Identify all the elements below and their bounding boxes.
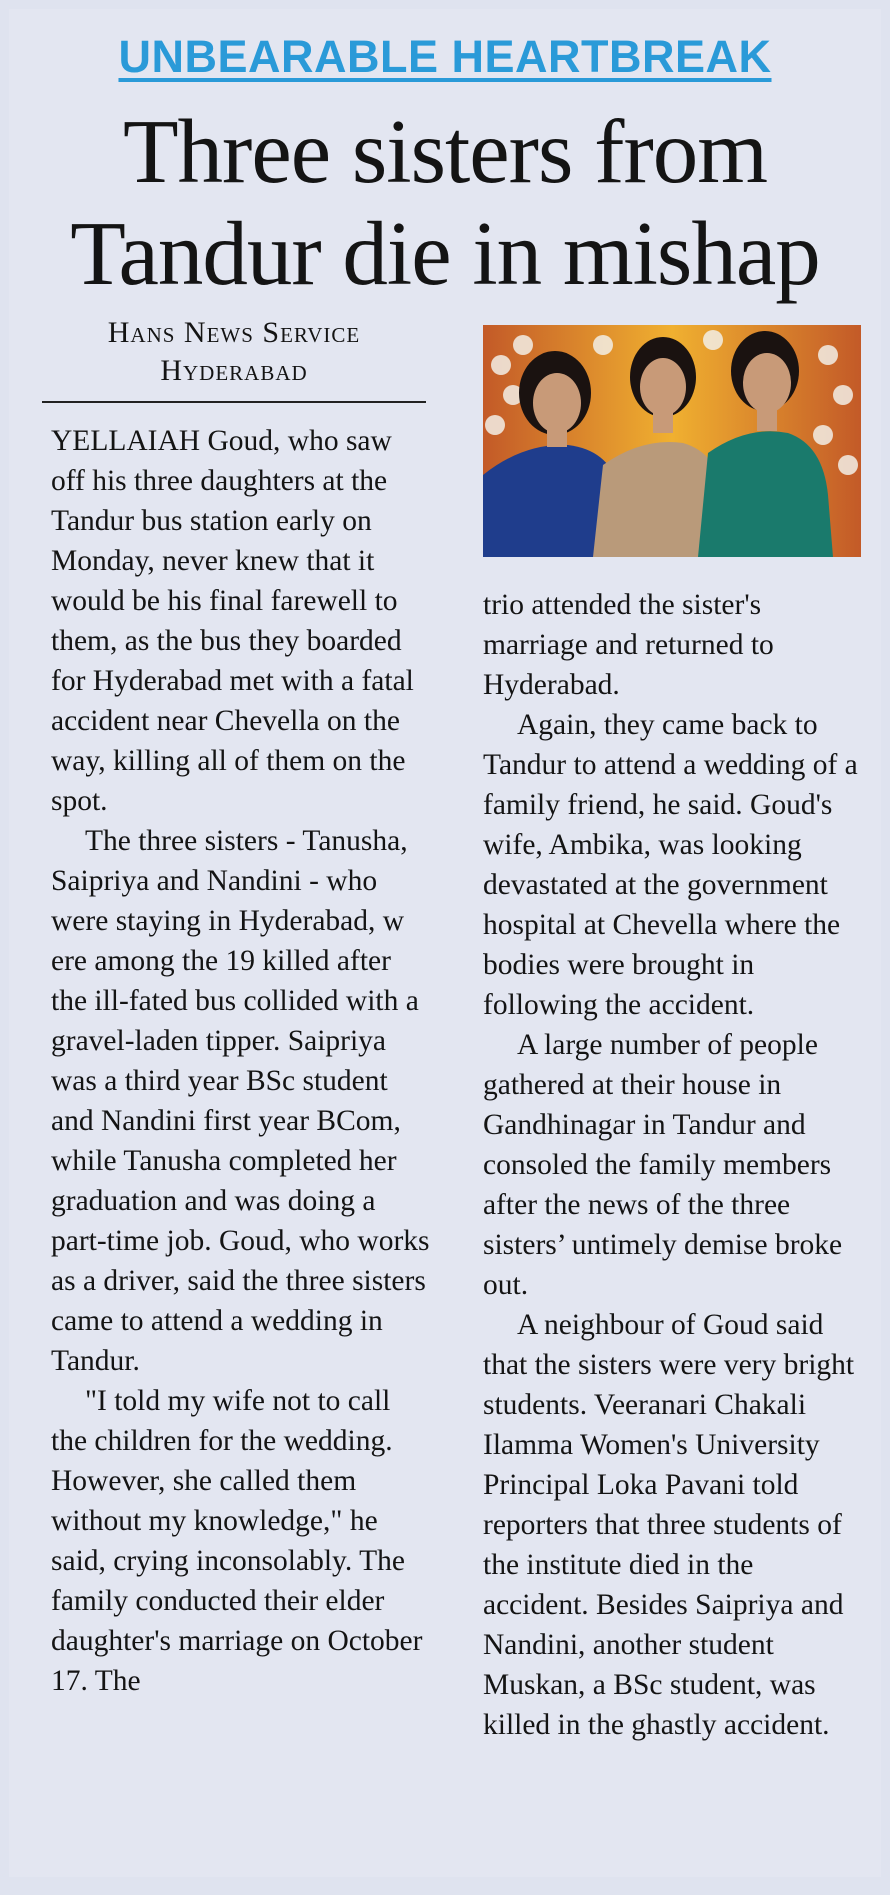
headline-line-1: Three sisters from <box>122 101 768 202</box>
sister-right-neck <box>757 407 777 431</box>
flower-decoration <box>703 330 723 350</box>
column-1-paragraph: The three sisters - Tanusha, Saipriya and Nandini - who were staying in Hyderabad, w ere among the 19 killed after the ill-fated bus collided with a gravel-laden tipper. Saipriya was a third year BSc student and Nandini first year BCom, while Tanusha completed her graduation and was doing a part-time job. Goud, who works as a driver, said the three sisters came to attend a wedding in Tandur. <box>51 825 430 1377</box>
column-2-paragraph: A neighbour of Goud said that the sisters were very bright students. Veeranari Chakali Ilamma Women's University Principal Loka Pavani told reporters that three students of the institute died in the accident. Besides Saipriya and Nandini, another student Muskan, a BSc student, was killed in the ghastly accident. <box>483 1309 855 1741</box>
sisters-photo-graphic <box>483 325 861 557</box>
headline-line-2: Tandur die in mishap <box>70 203 820 304</box>
kicker-text: UNBEARABLE HEARTBREAK <box>118 31 772 82</box>
byline-agency: Hans News Service <box>107 316 361 349</box>
sister-left-neck <box>547 425 567 447</box>
column-2-paragraph: Again, they came back to Tandur to attend a wedding of a family friend, he said. Goud's wife, Ambika, was looking devastated at the government hospital at Chevella where the bodies were brought in following the accident. <box>483 709 858 1021</box>
headline <box>9 101 881 305</box>
flower-decoration <box>838 455 858 475</box>
column-1-paragraph: YELLAIAH Goud, who saw off his three daughters at the Tandur bus station early on Monday, never knew that it would be his final farewell to them, as the bus they boarded for Hyderabad met with a fatal accident near Chevella on the way, killing all of them on the spot. <box>51 425 414 817</box>
flower-decoration <box>593 335 613 355</box>
flower-decoration <box>485 415 505 435</box>
byline-divider <box>42 401 426 403</box>
byline <box>42 314 426 390</box>
article-column-2 <box>483 585 863 1745</box>
sister-right-face <box>743 353 791 413</box>
column-2-paragraph: A large number of people gathered at their house in Gandhinagar in Tandur and consoled the family members after the news of the three sisters’ untimely demise broke out. <box>483 1029 843 1301</box>
sisters-photo <box>483 325 861 557</box>
flower-decoration <box>513 335 533 355</box>
flower-decoration <box>813 425 833 445</box>
column-2-paragraph: trio attended the sister's marriage and returned to Hyderabad. <box>483 589 774 701</box>
column-1-paragraph: "I told my wife not to call the children for the wedding. However, she called them without my knowledge," he said, crying inconsolably. The family conducted their elder daughter's marriage on October 17. The <box>51 1385 423 1697</box>
kicker <box>9 31 881 83</box>
byline-place: Hyderabad <box>160 354 308 387</box>
flower-decoration <box>491 355 511 375</box>
newspaper-clipping <box>9 9 881 1877</box>
sister-middle-face <box>640 358 686 416</box>
flower-decoration <box>818 345 838 365</box>
sister-middle-neck <box>653 409 673 433</box>
flower-decoration <box>833 385 853 405</box>
sister-left-face <box>533 373 581 433</box>
article-column-1 <box>51 421 431 1701</box>
